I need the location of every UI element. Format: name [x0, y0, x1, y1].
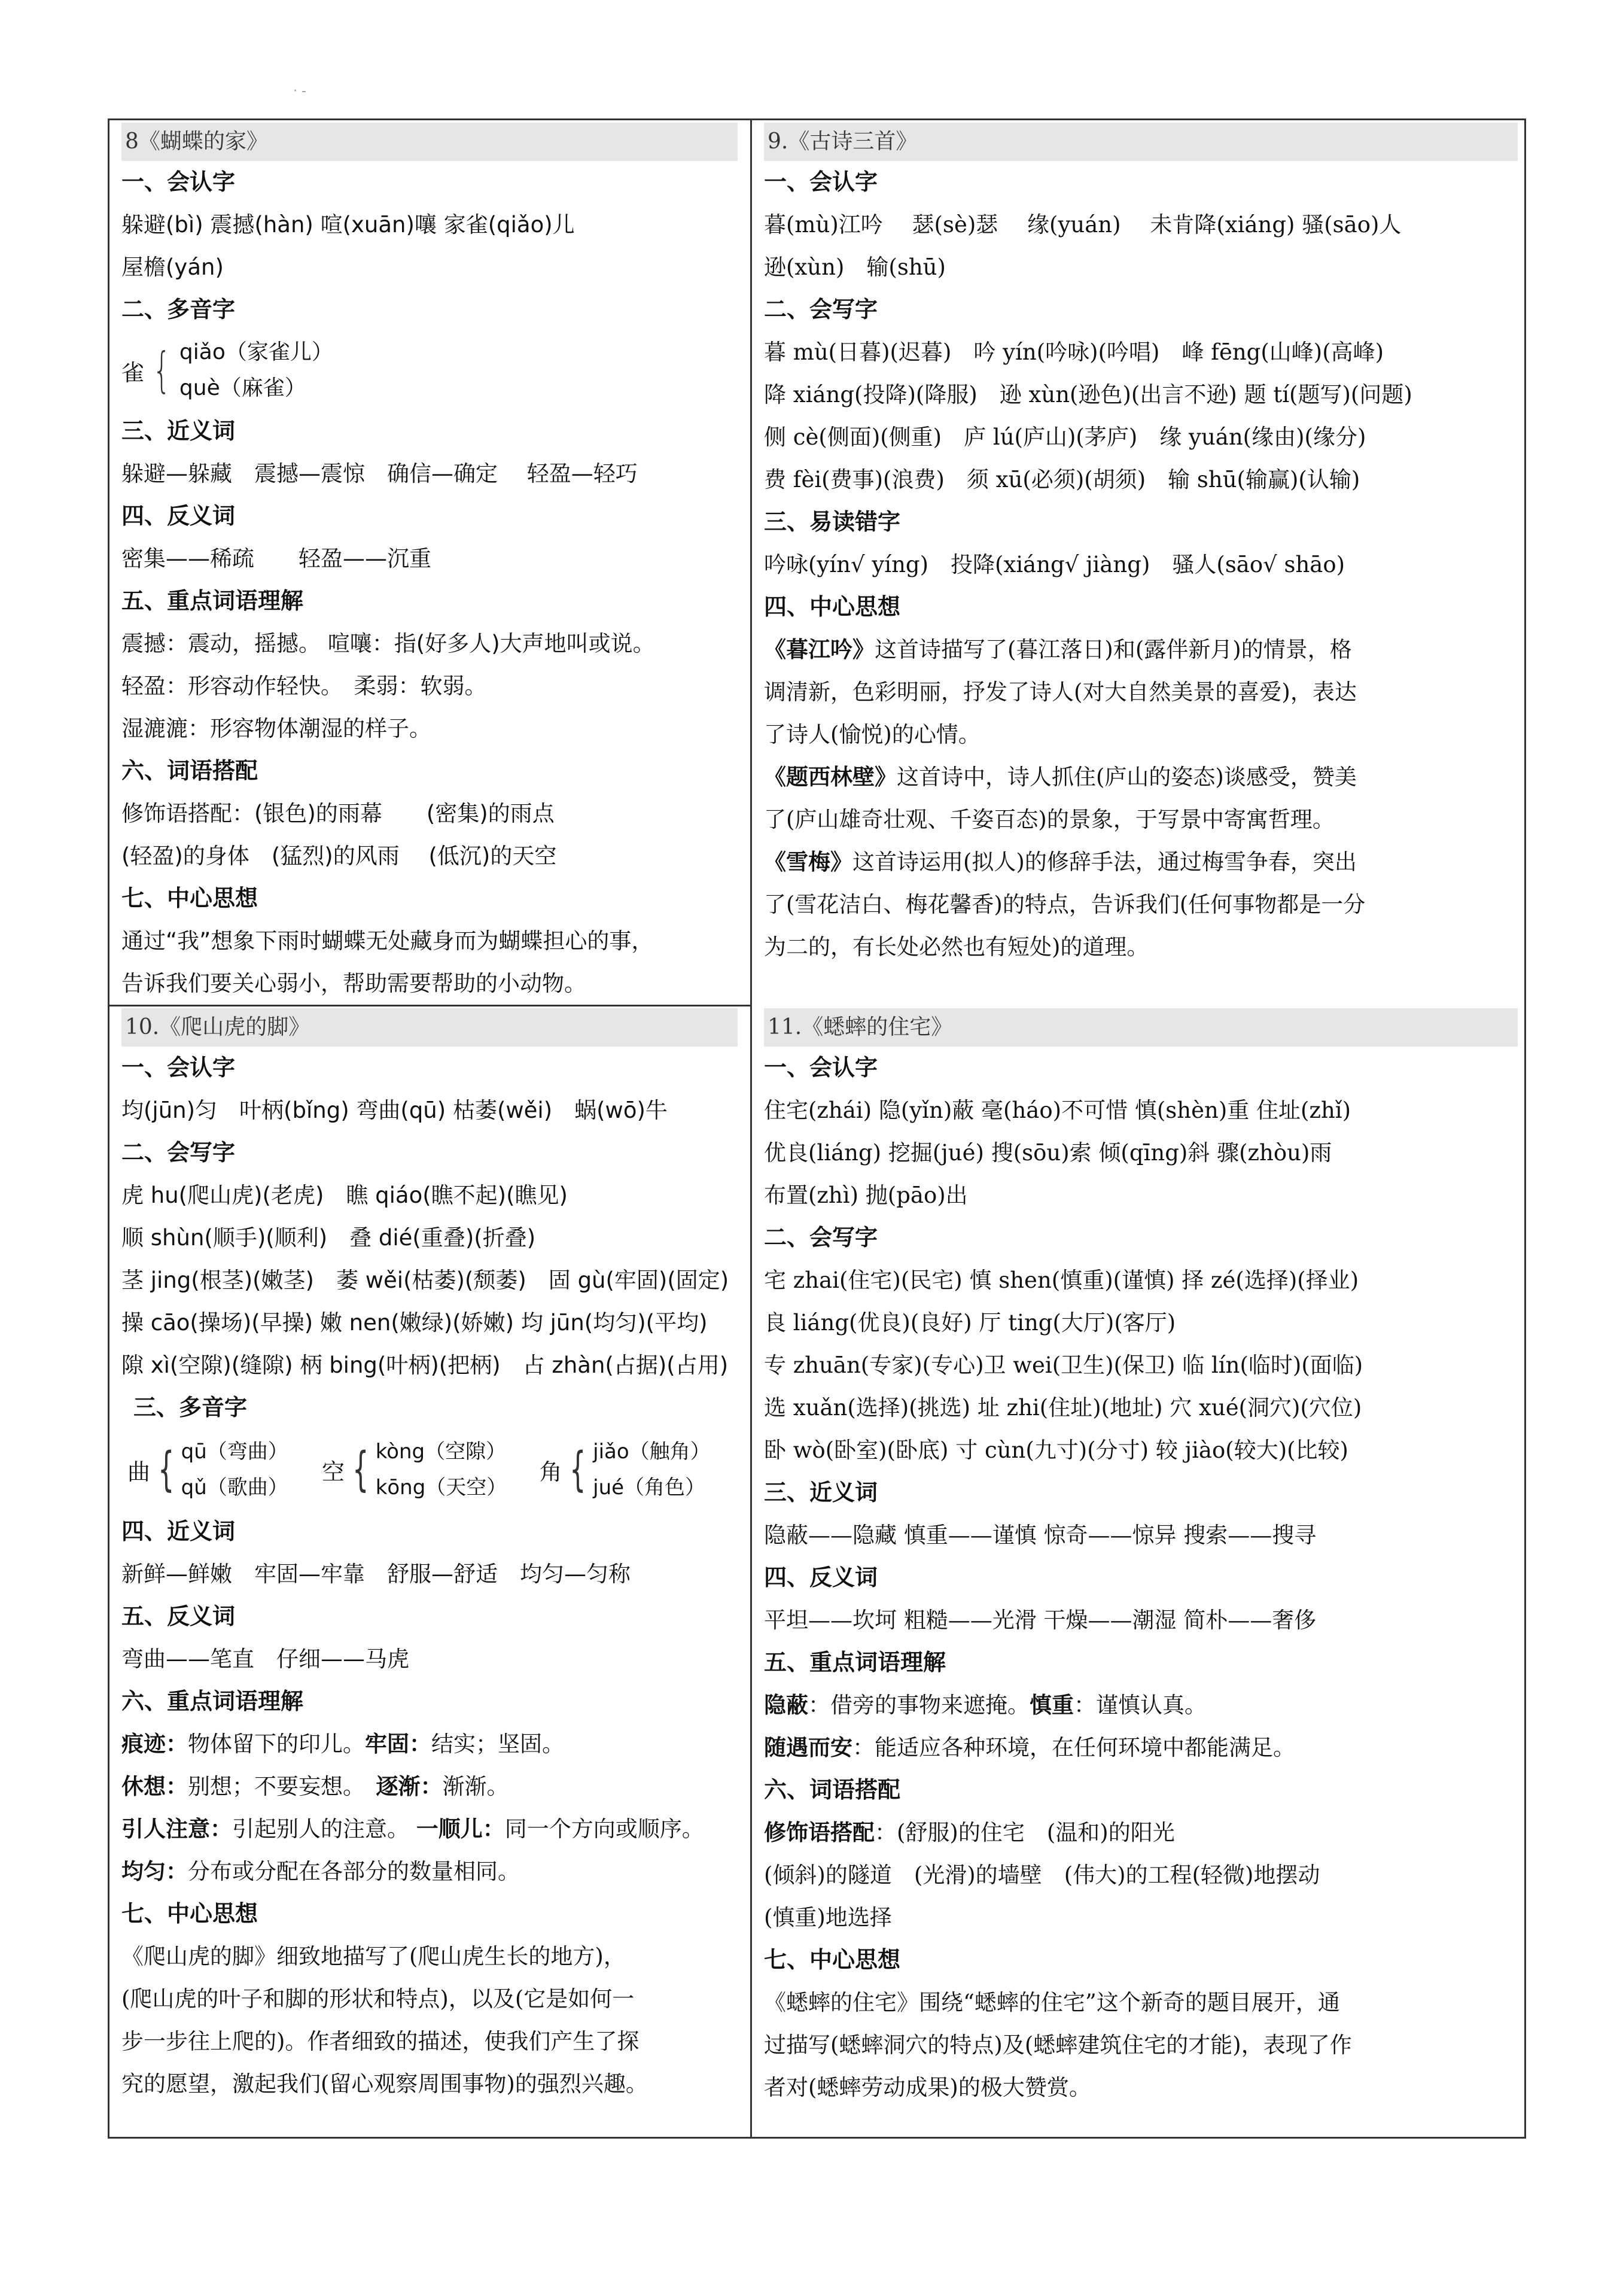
text-line: 卧 wò(卧室)(卧底) 寸 cùn(九寸)(分寸) 较 jiào(较大)(比较) [764, 1437, 1348, 1463]
section-heading: 五、重点词语理解 [764, 1649, 946, 1675]
lesson-9-cell [764, 123, 1524, 1002]
lesson-8-cell [121, 123, 744, 1002]
term: 隐蔽 [764, 1692, 808, 1718]
text-line: 宅 zhai(住宅)(民宅) 慎 shen(慎重)(谨慎) 择 zé(选择)(择业) [764, 1267, 1359, 1293]
section-heading: 七、中心思想 [121, 1900, 258, 1927]
text-line: 优良(liáng) 挖掘(jué) 搜(sōu)索 倾(qīng)斜 骤(zhòu)雨 [764, 1140, 1332, 1166]
scan-mark: · - [293, 84, 306, 99]
text-span: 这首诗运用(拟人)的修辞手法，通过梅雪争春，突出 [852, 849, 1357, 875]
text-line [764, 628, 1524, 671]
definition: 结实；坚固。 [431, 1731, 564, 1757]
polyphone-reading: qiǎo（家雀儿） [179, 340, 333, 364]
text-line: (慎重)地选择 [764, 1905, 892, 1930]
text-line: 降 xiáng(投降)(降服) 逊 xùn(逊色)(出言不逊) 题 tí(题写)(问题) [764, 382, 1412, 407]
polyphone-group [322, 1434, 507, 1506]
section-heading: 五、反义词 [121, 1603, 236, 1629]
text-line: 告诉我们要关心弱小，帮助需要帮助的小动物。 [121, 971, 586, 996]
text-line: 吟咏(yín√ yíng) 投降(xiáng√ jiàng) 骚人(sāo√ shāo) [764, 552, 1345, 577]
term: 逐渐： [376, 1774, 443, 1799]
section-heading: 二、会写字 [764, 1224, 878, 1251]
text-line: 通过“我”想象下雨时蝴蝶无处藏身而为蝴蝶担心的事， [121, 928, 654, 954]
text-line: 了(庐山雄奇壮观、千姿百态)的景象，于写景中寄寓哲理。 [764, 807, 1335, 832]
brace-icon: { [158, 1443, 175, 1497]
text-line: 躲避—躲藏 震撼—震惊 确信—确定 轻盈—轻巧 [121, 461, 638, 486]
section-heading: 六、重点词语理解 [121, 1688, 304, 1714]
section-heading: 一、会认字 [121, 169, 236, 195]
text-line: 顺 shùn(顺手)(顺利) 叠 dié(重叠)(折叠) [121, 1225, 536, 1251]
definition: 物体留下的印儿。 [188, 1731, 365, 1757]
definition: 别想；不要妄想。 [188, 1774, 376, 1799]
lesson-11-cell [764, 1008, 1524, 2133]
section-heading: 四、反义词 [764, 1564, 878, 1591]
polyphone-reading: kòng（空隙） [375, 1440, 507, 1464]
text-line: 住宅(zhái) 隐(yǐn)蔽 毫(háo)不可惜 慎(shèn)重 住址(zhǐ) [764, 1097, 1351, 1123]
polyphone-char: 曲 [127, 1458, 151, 1485]
polyphone-reading: jiǎo（触角） [593, 1440, 711, 1464]
section-heading: 六、词语搭配 [121, 758, 258, 784]
text-line: 新鲜—鲜嫩 牢固—牢靠 舒服—舒适 均匀—匀称 [121, 1561, 631, 1587]
text-line: 选 xuǎn(选择)(挑选) 址 zhi(住址)(地址) 穴 xué(洞穴)(穴位) [764, 1395, 1362, 1421]
text-line: 密集——稀疏 轻盈——沉重 [121, 546, 431, 571]
text-line: 轻盈：形容动作轻快。 柔弱：软弱。 [121, 673, 487, 699]
text-line: 《爬山虎的脚》细致地描写了(爬山虎生长的地方)， [121, 1944, 626, 1969]
text-line: 震撼：震动，摇撼。 喧嚷：指(好多人)大声地叫或说。 [121, 631, 655, 656]
study-notes-table [108, 118, 1526, 2139]
text-line: 专 zhuān(专家)(专心)卫 wei(卫生)(保卫) 临 lín(临时)(面临) [764, 1352, 1363, 1378]
section-heading: 四、反义词 [121, 503, 236, 529]
text-line: 隐蔽——隐藏 慎重——谨慎 惊奇——惊异 搜索——搜寻 [764, 1522, 1317, 1548]
text-line: 均(jūn)匀 叶柄(bǐng) 弯曲(qū) 枯萎(wěi) 蜗(wō)牛 [121, 1097, 668, 1123]
polyphone-char: 空 [322, 1458, 345, 1485]
text-line: 湿漉漉：形容物体潮湿的样子。 [121, 716, 431, 741]
polyphone-options [181, 1434, 288, 1506]
polyphone-group [121, 334, 744, 406]
section-heading: 四、近义词 [121, 1518, 236, 1544]
section-heading: 三、近义词 [764, 1479, 878, 1506]
polyphone-row [127, 1429, 744, 1510]
text-line: 逊(xùn) 输(shū) [764, 254, 946, 280]
brace-icon: { [570, 1443, 586, 1497]
text-line: 了(雪花洁白、梅花馨香)的特点，告诉我们(任何事物都是一分 [764, 892, 1366, 917]
text-line [764, 1811, 1524, 1854]
term: 慎重 [1030, 1692, 1074, 1718]
polyphone-group [127, 1434, 288, 1506]
text-line [121, 1765, 744, 1808]
text-line [764, 1726, 1524, 1769]
row-divider [109, 1005, 750, 1006]
text-line: 布置(zhì) 抛(pāo)出 [764, 1182, 968, 1208]
text-line: 躲避(bì) 震撼(hàn) 喧(xuān)嚷 家雀(qiǎo)儿 [121, 212, 575, 238]
section-heading: 六、词语搭配 [764, 1777, 901, 1803]
definition: ：借旁的事物来遮掩。 [808, 1692, 1030, 1718]
polyphone-reading: kōng（天空） [375, 1476, 507, 1500]
section-heading: 二、会写字 [121, 1139, 236, 1166]
definition: ：谨慎认真。 [1074, 1692, 1207, 1718]
text-line: 调清新，色彩明丽，抒发了诗人(对大自然美景的喜爱)，表达 [764, 679, 1357, 705]
polyphone-char: 角 [539, 1458, 562, 1485]
text-line: 良 liáng(优良)(良好) 厅 ting(大厅)(客厅) [764, 1310, 1176, 1336]
text-line [121, 1723, 744, 1765]
text-line: 茎 jing(根茎)(嫩茎) 萎 wěi(枯萎)(颓萎) 固 gù(牢固)(固定) [121, 1267, 729, 1293]
text-line: 《蟋蟀的住宅》围绕“蟋蟀的住宅”这个新奇的题目展开，通 [764, 1990, 1340, 2015]
text-line [121, 1808, 744, 1850]
term: 痕迹： [121, 1731, 188, 1757]
definition: 分布或分配在各部分的数量相同。 [188, 1859, 520, 1884]
term: 牢固： [365, 1731, 431, 1757]
text-line: 究的愿望，激起我们(留心观察周围事物)的强烈兴趣。 [121, 2071, 648, 2097]
lesson-title: 10.《爬山虎的脚》 [121, 1008, 738, 1047]
text-line [764, 841, 1524, 883]
term: 引人注意： [121, 1816, 232, 1842]
text-line: (倾斜)的隧道 (光滑)的墙壁 (伟大)的工程(轻微)地摆动 [764, 1862, 1320, 1888]
section-heading: 一、会认字 [121, 1054, 236, 1081]
section-heading: 三、多音字 [133, 1394, 248, 1421]
text-span: 这首诗中，诗人抓住(庐山的姿态)谈感受，赞美 [897, 764, 1357, 790]
text-line: (轻盈)的身体 (猛烈)的风雨 (低沉)的天空 [121, 843, 557, 869]
text-line: 屋檐(yán) [121, 254, 224, 280]
polyphone-reading: què（麻雀） [179, 376, 306, 400]
polyphone-options [593, 1434, 711, 1506]
text-line: 者对(蟋蟀劳动成果)的极大赞赏。 [764, 2075, 1091, 2100]
text-line: 暮(mù)江吟 瑟(sè)瑟 缘(yuán) 未肯降(xiáng) 骚(sāo)人 [764, 212, 1402, 238]
polyphone-reading: qū（弯曲） [181, 1440, 288, 1464]
polyphone-reading: jué（角色） [593, 1476, 706, 1500]
text-line: 过描写(蟋蟀洞穴的特点)及(蟋蟀建筑住宅的才能)，表现了作 [764, 2032, 1352, 2058]
term: 均匀： [121, 1859, 188, 1884]
text-line: 弯曲——笔直 仔细——马虎 [121, 1646, 409, 1672]
text-line: 操 cāo(操场)(早操) 嫩 nen(嫩绿)(娇嫩) 均 jūn(均匀)(平均) [121, 1310, 708, 1336]
section-heading: 三、近义词 [121, 418, 236, 444]
poem-title: 《题西林壁》 [764, 764, 897, 790]
section-heading: 一、会认字 [764, 1054, 878, 1081]
text-line: 步一步往上爬的)。作者细致的描述，使我们产生了探 [121, 2029, 640, 2054]
text-line [764, 1684, 1524, 1726]
poem-title: 《暮江吟》 [764, 636, 875, 662]
text-line: 暮 mù(日暮)(迟暮) 吟 yín(吟咏)(吟唱) 峰 fēng(山峰)(高峰) [764, 339, 1384, 365]
text-line [121, 1850, 744, 1893]
text-span: 这首诗描写了(暮江落日)和(露伴新月)的情景，格 [875, 637, 1352, 662]
section-heading: 四、中心思想 [764, 594, 901, 620]
definition: ：(舒服)的住宅 (温和)的阳光 [875, 1820, 1175, 1845]
text-line: 费 fèi(费事)(浪费) 须 xū(必须)(胡须) 输 shū(输赢)(认输) [764, 467, 1360, 492]
text-line: 侧 cè(侧面)(侧重) 庐 lú(庐山)(茅庐) 缘 yuán(缘由)(缘分) [764, 424, 1366, 450]
lesson-title: 8《蝴蝶的家》 [121, 123, 738, 161]
polyphone-options [179, 334, 333, 406]
term: 一顺儿： [416, 1816, 505, 1842]
section-heading: 五、重点词语理解 [121, 588, 304, 614]
section-heading: 三、易读错字 [764, 509, 901, 535]
polyphone-options [375, 1434, 507, 1506]
polyphone-char: 雀 [121, 359, 145, 386]
text-line: 隙 xì(空隙)(缝隙) 柄 bing(叶柄)(把柄) 占 zhàn(占据)(占用) [121, 1352, 729, 1378]
text-line [764, 756, 1524, 798]
brace-icon: { [352, 1443, 369, 1497]
definition: 渐渐。 [442, 1774, 509, 1799]
polyphone-group [539, 1434, 711, 1506]
section-heading: 七、中心思想 [764, 1947, 901, 1973]
text-line: 平坦——坎坷 粗糙——光滑 干燥——潮湿 简朴——奢侈 [764, 1607, 1317, 1633]
lesson-title: 9.《古诗三首》 [764, 123, 1518, 161]
definition: 引起别人的注意。 [232, 1816, 416, 1842]
column-divider [750, 120, 752, 2137]
section-heading: 一、会认字 [764, 169, 878, 195]
text-line: 了诗人(愉悦)的心情。 [764, 722, 981, 747]
brace-icon: { [153, 342, 171, 398]
term: 随遇而安 [764, 1734, 852, 1760]
term: 休想： [121, 1774, 188, 1799]
text-line: 虎 hu(爬山虎)(老虎) 瞧 qiáo(瞧不起)(瞧见) [121, 1182, 568, 1208]
poem-title: 《雪梅》 [764, 849, 852, 875]
section-heading: 七、中心思想 [121, 885, 258, 911]
section-heading: 二、多音字 [121, 296, 236, 323]
lesson-10-cell [121, 1008, 744, 2133]
term: 修饰语搭配 [764, 1819, 875, 1845]
text-line: (爬山虎的叶子和脚的形状和特点)，以及(它是如何一 [121, 1986, 635, 2012]
polyphone-reading: qǔ（歌曲） [181, 1476, 288, 1500]
definition: ：能适应各种环境，在任何环境中都能满足。 [852, 1735, 1295, 1760]
text-line: 修饰语搭配：(银色)的雨幕 (密集)的雨点 [121, 801, 555, 826]
lesson-title: 11.《蟋蟀的住宅》 [764, 1008, 1518, 1047]
section-heading: 二、会写字 [764, 296, 878, 323]
text-line: 为二的，有长处必然也有短处)的道理。 [764, 934, 1149, 960]
definition: 同一个方向或顺序。 [504, 1816, 704, 1842]
